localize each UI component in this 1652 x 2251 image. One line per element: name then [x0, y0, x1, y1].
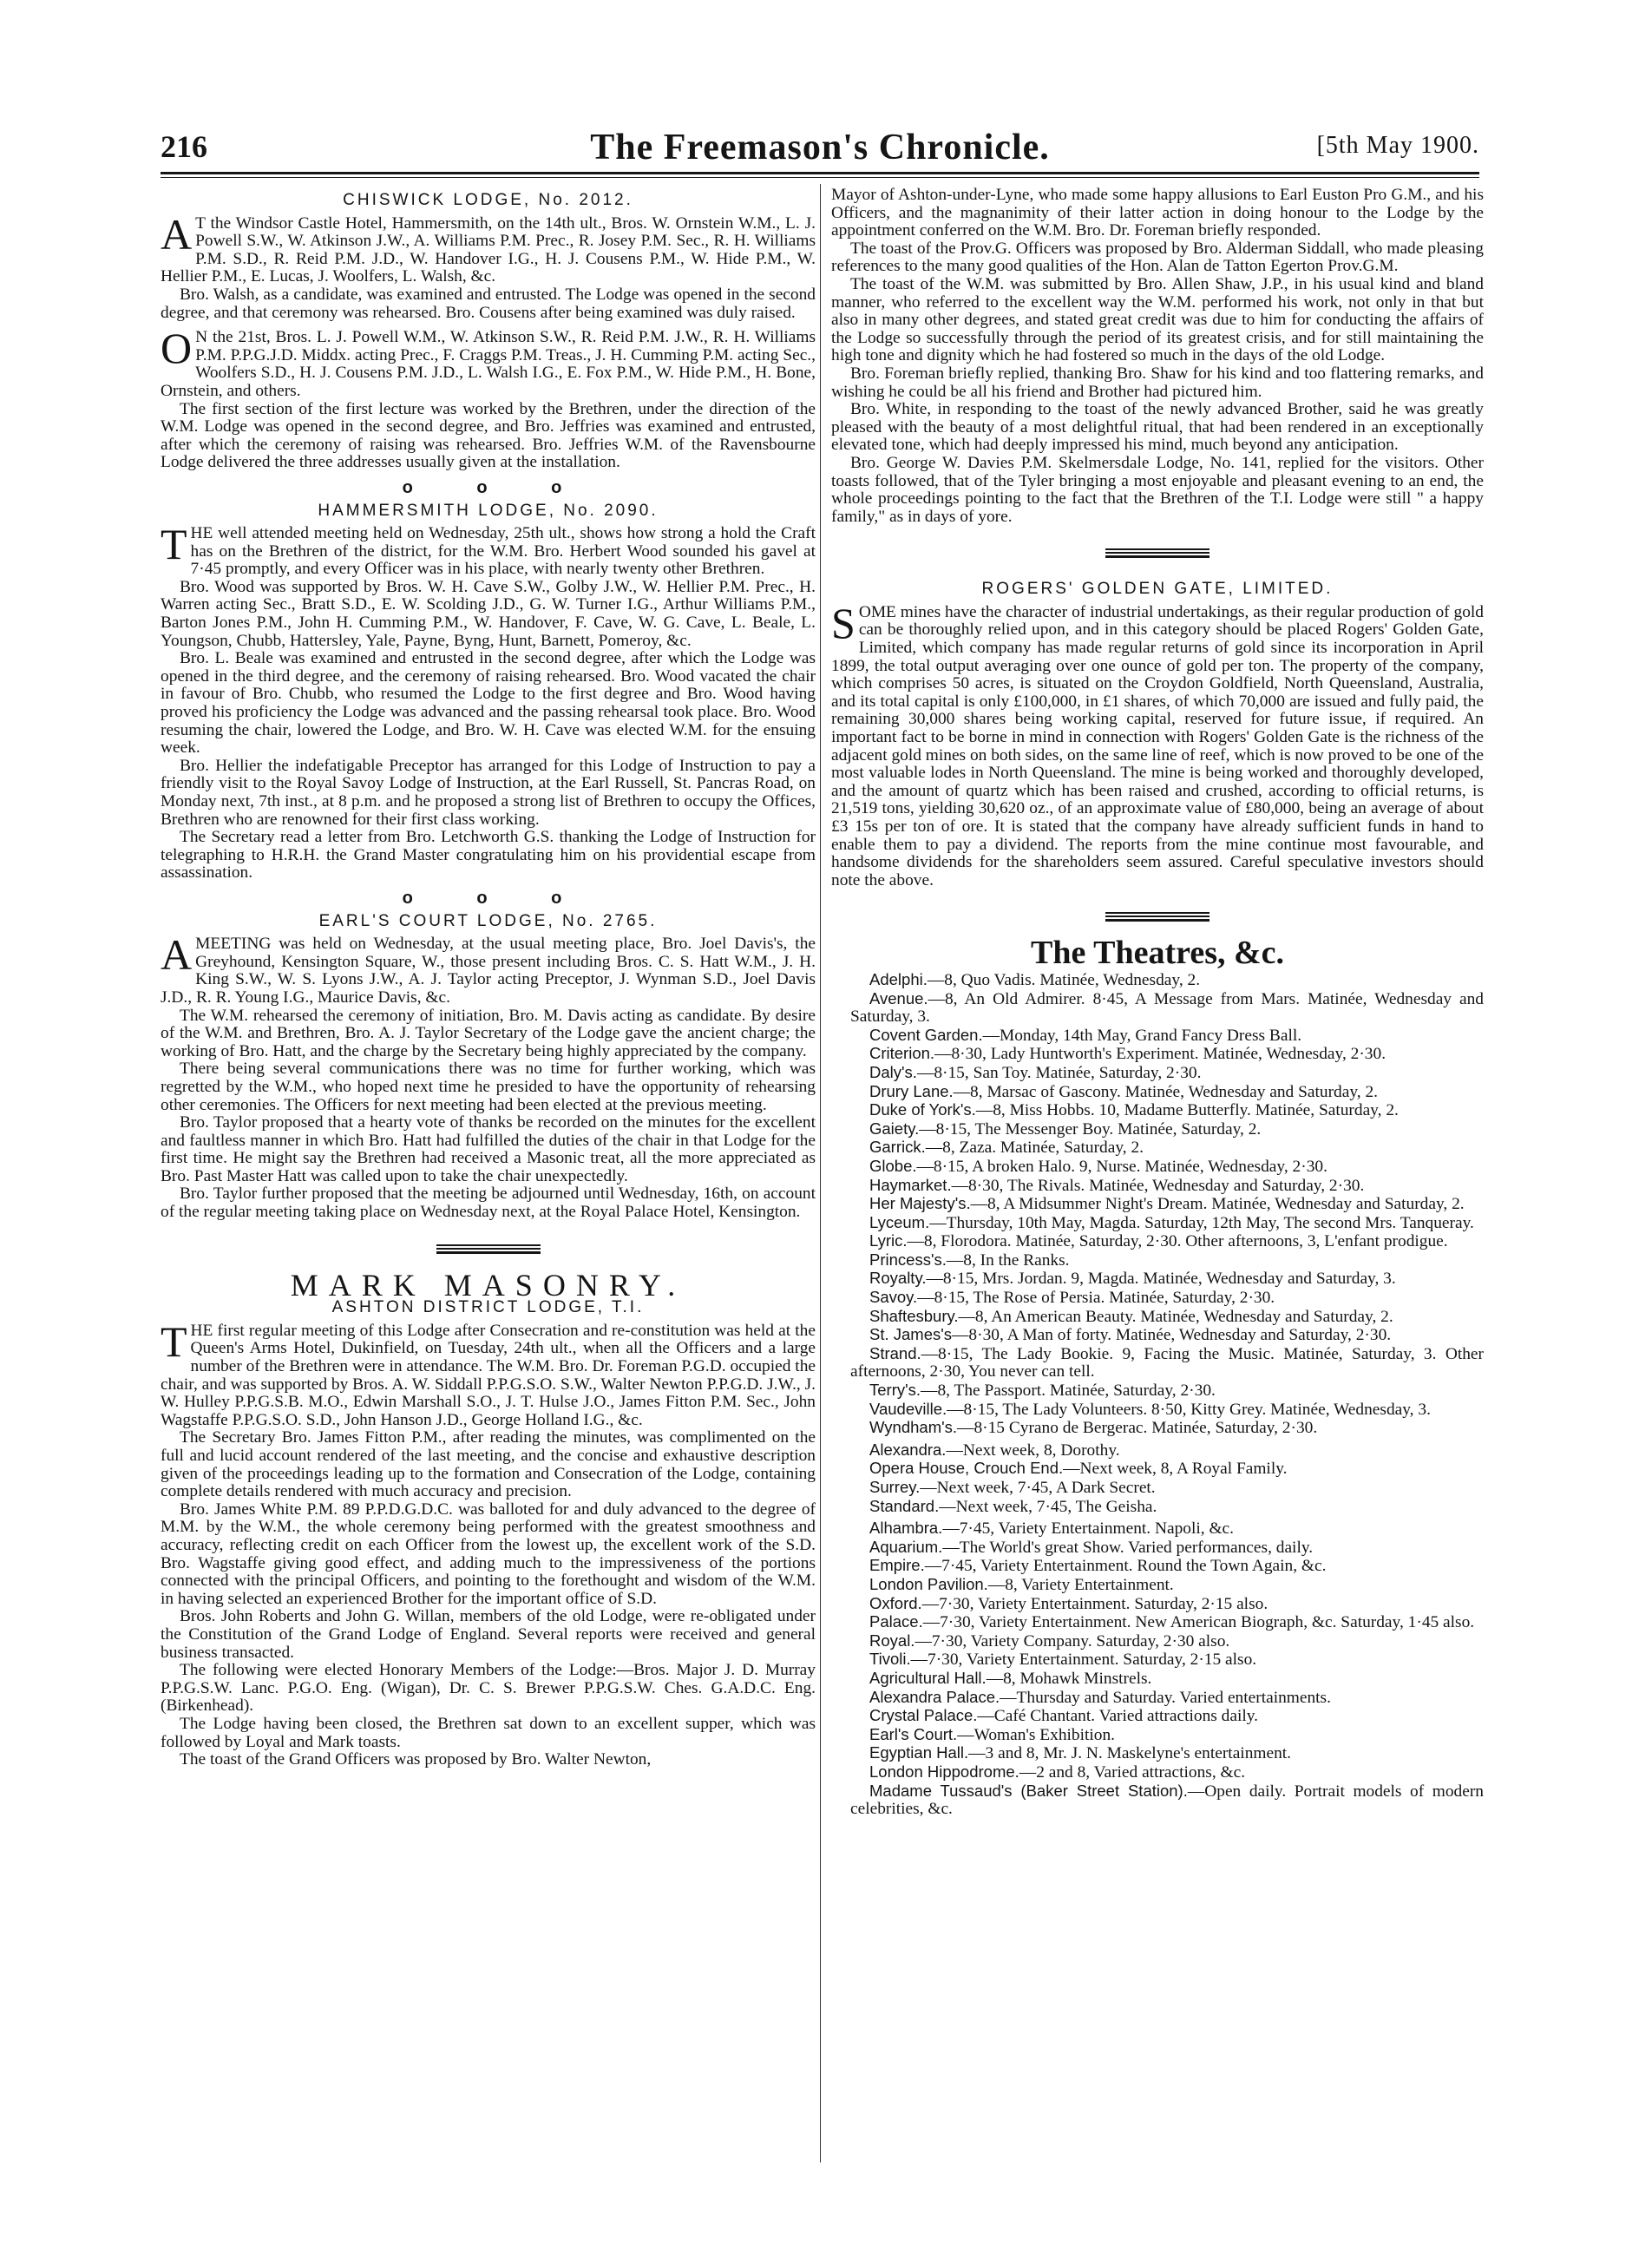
publication-title: The Freemason's Chronicle.	[590, 128, 1050, 167]
article-paragraph: O N the 21st, Bros. L. J. Powell W.M., W. Atkinson S.W., R. Reid P.M. J.W., R. H. Williams P.M. P.P.G.J.D. Middx. acting Prec., F. Craggs P.M. Treas., J. H. Cumming P.M. acting Sec., Woolfers S.D., H. J. Cousens P.M. J.D., L. Walsh I.G., E. Fox P.M., W. Hide P.M., H. Bone, Ornstein, and others.	[161, 324, 816, 400]
theatre-listings-variety	[831, 1519, 1484, 1819]
theatre-listing	[831, 1289, 1484, 1308]
theatre-name: Wyndham's.	[869, 1418, 958, 1437]
theatre-listing	[831, 1381, 1484, 1401]
theatre-details: —7·30, Variety Entertainment. Saturday, 2·15 also.	[910, 1651, 1257, 1670]
theatre-details: —8, The Passport. Matinée, Saturday, 2·30.	[921, 1381, 1216, 1401]
theatre-details: —Thursday and Saturday. Varied entertainments.	[1000, 1688, 1331, 1707]
theatre-listing	[831, 1139, 1484, 1158]
left-column	[161, 187, 816, 1769]
theatre-name: Palace.	[869, 1612, 923, 1631]
theatre-listing	[831, 1557, 1484, 1576]
theatre-name: Earl's Court.	[869, 1724, 958, 1743]
theatre-details: —7·30, Variety Company. Saturday, 2·30 also.	[914, 1631, 1230, 1651]
article-paragraph: Bro. Taylor further proposed that the meeting be adjourned until Wednesday, 16th, on account of the regular meeting taking place on Wednesday next, at the Royal Palace Hotel, Kensington.	[161, 1185, 816, 1222]
theatre-listing	[831, 1460, 1484, 1479]
drop-cap: O	[161, 324, 193, 373]
theatre-listing	[831, 1214, 1484, 1233]
drop-cap: T	[161, 520, 187, 569]
article-paragraph: Bro. James White P.M. 89 P.P.D.G.D.C. was balloted for and duly advanced to the degree of M.M. by the W.M., the whole ceremony being performed with the greatest smoothness and accuracy, reflecting credit on each Officer from the lowest up, the excellent work of the S.D. Bro. Wagstaffe giving good effect, and adding much to the impressiveness of the portions connected with the principal Officers, and pointing to the forethought and wisdom of the W.M. in having selected an experienced Brother for the important office of S.D.	[161, 1500, 816, 1608]
theatre-details: —Next week, 8, Dorothy.	[946, 1441, 1120, 1460]
theatre-name: Criterion.	[869, 1044, 935, 1063]
theatre-name: Duke of York's.	[869, 1100, 976, 1119]
theatre-name: Royal.	[869, 1631, 915, 1650]
theatre-name: Covent Garden.	[869, 1025, 983, 1044]
theatre-details: —7·45, Variety Entertainment. Round the Town Again, &c.	[924, 1557, 1327, 1576]
theatre-listing	[831, 1195, 1484, 1214]
theatre-listing	[831, 1744, 1484, 1763]
theatre-name: Madame Tussaud's (Baker Street Station).	[869, 1781, 1188, 1800]
theatre-listing	[831, 1401, 1484, 1420]
theatre-details: —8, Miss Hobbs. 10, Madame Butterfly. Matinée, Saturday, 2.	[975, 1101, 1399, 1120]
theatre-details: —8, Quo Vadis. Matinée, Wednesday, 2.	[927, 970, 1201, 989]
article-paragraph: Bro. Walsh, as a candidate, was examined and entrusted. The Lodge was opened in the second degree, and that ceremony was rehearsed. Bro. Cousens after being examined was duly raised.	[161, 285, 816, 322]
theatre-name: Terry's.	[869, 1381, 921, 1400]
masthead	[161, 128, 1479, 168]
theatre-name: Savoy.	[869, 1288, 918, 1307]
theatre-details: —8·30, A Man of forty. Matinée, Wednesday and Saturday, 2·30.	[952, 1326, 1392, 1345]
theatre-details: —8, A Midsummer Night's Dream. Matinée, Wednesday and Saturday, 2.	[970, 1195, 1465, 1214]
theatre-details: —8·15, The Rose of Persia. Matinée, Saturday, 2·30.	[917, 1289, 1275, 1308]
theatre-details: —Thursday, 10th May, Magda. Saturday, 12th May, The second Mrs. Tanqueray.	[929, 1213, 1474, 1232]
theatre-details: —Woman's Exhibition.	[957, 1725, 1116, 1744]
article-paragraph: The toast of the Grand Officers was proposed by Bro. Walter Newton,	[180, 1750, 652, 1769]
theatre-details: —8·15, The Lady Bookie. 9, Facing the Music. Matinée, Saturday, 3. Other afternoons, 2·30, You never can tell.	[850, 1344, 1484, 1381]
theatre-details: —Next week, 7·45, A Dark Secret.	[920, 1479, 1156, 1497]
theatre-details: —8, Mohawk Minstrels.	[986, 1669, 1152, 1688]
theatre-name: London Hippodrome.	[869, 1762, 1019, 1781]
theatre-name: Garrick.	[869, 1138, 926, 1157]
theatre-listing	[831, 1083, 1484, 1102]
theatre-details: —8, An Old Admirer. 8·45, A Message from Mars. Matinée, Wednesday and Saturday, 3.	[850, 989, 1484, 1027]
theatre-details: —8·15, The Lady Volunteers. 8·50, Kitty Grey. Matinée, Wednesday, 3.	[947, 1400, 1431, 1419]
theatre-listing	[831, 990, 1484, 1027]
theatre-listing	[831, 1479, 1484, 1498]
theatre-details: —2 and 8, Varied attractions, &c.	[1019, 1762, 1246, 1782]
theatre-name: Shaftesbury.	[869, 1306, 959, 1325]
section-divider	[1105, 548, 1210, 558]
theatre-name: Lyceum.	[869, 1212, 930, 1231]
theatre-details: —7·45, Variety Entertainment. Napoli, &c.	[942, 1519, 1234, 1539]
theatre-details: —7·30, Variety Entertainment. New American Biograph, &c. Saturday, 1·45 also.	[922, 1613, 1475, 1632]
article-paragraph: A T the Windsor Castle Hotel, Hammersmith, on the 14th ult., Bros. W. Ornstein W.M., L. J. Powell S.W., W. Atkinson J.W., A. Williams P.M. Prec., R. Josey P.M. Sec., R. H. Williams P.M. S.D., R. Reid P.M. J.D., W. Handover I.G., H. J. Cousens P.M., W. Hide P.M., W. Hellier P.M., E. Lucas, J. Woolfers, L. Walsh, &c.	[161, 209, 816, 286]
column-divider	[820, 184, 821, 2162]
theatre-name: Alhambra.	[869, 1519, 943, 1538]
theatre-name: Surrey.	[869, 1478, 921, 1496]
theatre-listing	[831, 1726, 1484, 1745]
theatre-name: Oxford.	[869, 1593, 922, 1612]
theatre-listing	[831, 1689, 1484, 1708]
ashton-lodge-heading: ASHTON DISTRICT LODGE, T.I.	[331, 1298, 645, 1317]
theatre-listing	[831, 1027, 1484, 1046]
theatre-listing	[831, 1045, 1484, 1064]
article-paragraph: The Secretary read a letter from Bro. Letchworth G.S. thanking the Lodge of Instruction for telegraphing to H.R.H. the Grand Master congratulating him on his providential escape from assassination.	[161, 828, 816, 883]
page-number: 216	[161, 129, 207, 164]
theatre-name: Adelphi.	[869, 969, 928, 988]
chiswick-lodge-heading: CHISWICK LODGE, No. 2012.	[343, 191, 633, 209]
theatre-listing	[831, 1308, 1484, 1327]
theatre-name: Strand.	[869, 1343, 921, 1362]
article-paragraph: Bro. George W. Davies P.M. Skelmersdale Lodge, No. 141, replied for the visitors. Other toasts followed, that of the Tyler bringing a most enjoyable and pleasant evening to an end, the whole proceedings pointing to the fact that the Brethren of the T.I. Lodge were still " a happy family," as in days of yore.	[831, 453, 1484, 526]
article-paragraph: The first section of the first lecture was worked by the Brethren, under the direction of the W.M. Lodge was opened in the second degree, and Bro. Jeffries was examined and entrusted, after which the ceremony of raising was rehearsed. Bro. Jeffries W.M. of the Ravensbourne Lodge delivered the three addresses usually given at the installation.	[161, 399, 816, 472]
theatre-details: —8·15 Cyrano de Bergerac. Matinée, Saturday, 2·30.	[957, 1419, 1318, 1438]
theatre-name: Royalty.	[869, 1269, 927, 1288]
article-paragraph: The following were elected Honorary Members of the Lodge:—Bros. Major J. D. Murray P.P.G.S.W. Lanc. P.G.O. Eng. (Wigan), Dr. C. S. Brewer P.P.G.S.W. Ches. G.A.D.C. Eng. (Birkenhead).	[161, 1661, 816, 1716]
theatre-name: St. James's	[869, 1325, 953, 1344]
theatre-listing	[831, 1670, 1484, 1689]
section-separator: o o o	[402, 477, 592, 497]
article-paragraph: Bro. Hellier the indefatigable Preceptor has arranged for this Lodge of Instruction to pay a friendly visit to the Royal Savoy Lodge of Instruction, at the Earl Russell, St. Pancras Road, on Monday next, 7th inst., at 8 p.m. and he proposed a strong list of Brethren to occupy the Offices, Brethren who are renowned for their first class working.	[161, 756, 816, 829]
theatre-listing	[831, 1232, 1484, 1251]
masthead-rule	[161, 172, 1479, 174]
theatre-details: —8·15, San Toy. Matinée, Saturday, 2·30.	[916, 1063, 1202, 1082]
theatre-name: Alexandra Palace.	[869, 1687, 1000, 1706]
theatre-listing	[831, 1326, 1484, 1345]
theatre-listing	[831, 1539, 1484, 1558]
drop-cap: A	[161, 930, 193, 980]
theatre-listing	[831, 1270, 1484, 1289]
theatre-name: Haymarket.	[869, 1175, 952, 1194]
article-paragraph: THE well attended meeting held on Wednesday, 25th ult., shows how strong a hold the Craft has on the Brethren of the district, for the W.M. Bro. Herbert Wood sounded his gavel at 7·45 promptly, and every Officer was in his place, with nearly twenty other Brethren.	[161, 520, 816, 579]
theatre-name: Avenue.	[869, 988, 928, 1007]
section-separator: o o o	[402, 888, 592, 908]
article-paragraph: THE first regular meeting of this Lodge after Consecration and re-constitution was held at the Queen's Arms Hotel, Dukinfield, on Tuesday, 24th ult., when all the Officers and a large number of the Brethren were in attendance. The W.M. Bro. Dr. Foreman P.G.D. occupied the chair, and was supported by Bros. A. W. Siddall P.P.G.S.O. S.W., Walter Newton P.P.G.D. J.W., J. W. Hulley P.P.G.S.B. M.O., Edwin Marshall S.O., J. T. Hulse J.O., James Fitton P.M. Sec., John Wagstaffe P.P.G.S.O. S.D., John Hanson J.D., George Holland I.G., &c.	[161, 1316, 816, 1429]
theatre-listing	[831, 1064, 1484, 1083]
theatre-details: —8, An American Beauty. Matinée, Wednesday and Saturday, 2.	[958, 1307, 1393, 1326]
theatre-details: —8, Variety Entertainment.	[987, 1575, 1174, 1594]
theatre-details: —8·15, Mrs. Jordan. 9, Magda. Matinée, Wednesday and Saturday, 3.	[926, 1270, 1396, 1289]
theatre-name: Princess's.	[869, 1250, 947, 1269]
theatre-name: Tivoli.	[869, 1650, 911, 1669]
article-paragraph: Bro. Taylor proposed that a hearty vote of thanks be recorded on the minutes for the excellent and faultless manner in which Bro. Hatt had fulfilled the duties of the chair in that Lodge for the first time. He might say the Brethren had received a Masonic treat, all the more appreciated as Bro. Past Master Hatt was called upon to take the chair unexpectedly.	[161, 1113, 816, 1185]
rogers-golden-gate-heading: ROGERS' GOLDEN GATE, LIMITED.	[981, 580, 1334, 599]
article-paragraph: The toast of the W.M. was submitted by Bro. Allen Shaw, J.P., in his usual kind and bland manner, who referred to the excellent way the W.M. performed his work, not only in that but also in many other degrees, and stated great credit was due to him for conducting the affairs of the Lodge so successfully through the period of its greatest crisis, and for still maintaining the high tone and dignity which he had fostered so much in the days of the old Lodge.	[831, 274, 1484, 365]
theatre-details: —Next week, 8, A Royal Family.	[1063, 1460, 1288, 1479]
theatre-name: London Pavilion.	[869, 1574, 988, 1593]
theatre-details: —8, Florodora. Matinée, Saturday, 2·30. Other afternoons, 3, L'enfant prodigue.	[907, 1232, 1448, 1251]
theatre-name: Crystal Palace.	[869, 1706, 978, 1725]
theatre-listing	[831, 1632, 1484, 1651]
theatre-name: Opera House, Crouch End.	[869, 1459, 1064, 1478]
theatre-details: —8, In the Ranks.	[946, 1250, 1070, 1270]
theatre-name: Agricultural Hall.	[869, 1668, 987, 1687]
theatre-details: —8·30, The Rivals. Matinée, Wednesday and Saturday, 2·30.	[951, 1176, 1365, 1195]
theatre-listing	[831, 1519, 1484, 1539]
theatre-name: Gaiety.	[869, 1119, 920, 1138]
theatre-listing	[831, 1177, 1484, 1196]
theatre-name: Vaudeville.	[869, 1399, 947, 1418]
theatre-listing	[831, 1251, 1484, 1270]
theatre-listings-suburban	[831, 1441, 1484, 1516]
earls-court-lodge-heading: EARL'S COURT LODGE, No. 2765.	[318, 911, 658, 930]
theatre-listing	[831, 1120, 1484, 1139]
theatres-heading: The Theatres, &c.	[1030, 935, 1284, 972]
theatre-details: —Monday, 14th May, Grand Fancy Dress Ball.	[982, 1026, 1302, 1045]
theatre-details: —8, Zaza. Matinée, Saturday, 2.	[925, 1139, 1144, 1158]
theatre-listing	[831, 1498, 1484, 1517]
theatre-listing	[831, 1576, 1484, 1595]
theatre-name: Globe.	[869, 1156, 917, 1175]
article-paragraph: Mayor of Ashton-under-Lyne, who made some happy allusions to Earl Euston Pro G.M., and his Officers, and the magnanimity of their latter action in doing honour to the Lodge by the appointment conferred on the W.M. Bro. Dr. Foreman briefly responded.	[831, 186, 1484, 240]
article-paragraph: AMEETING was held on Wednesday, at the usual meeting place, Bro. Joel Davis's, the Greyhound, Kensington Square, W., those present including Bros. C. S. Hatt W.M., J. H. King S.W., W. S. Lyons J.W., A. J. Taylor acting Preceptor, J. Wynman S.D., Joel Davis J.D., R. R. Young I.G., Maurice Davis, &c.	[161, 930, 816, 1007]
theatre-name: Aquarium.	[869, 1537, 943, 1556]
article-paragraph: SOME mines have the character of industrial undertakings, as their regular production of gold can be thoroughly relied upon, and in this category should be placed Rogers' Golden Gate, Limited, which company has made regular returns of gold since its incorporation in April 1899, the total output averaging over one ounce of gold per ton. The property of the company, which comprises 50 acres, is situated on the Croydon Goldfield, North Queensland, Australia, and its total capital is only £100,000, in £1 shares, of which 70,000 are issued and fully paid, the remaining 30,000 shares being working capital, reserved for future issue, if required. An important fact to be borne in mind in connection with Rogers' Golden Gate is the richness of the adjacent gold mines on both sides, on the same line of reef, which is now proved to be one of the most valuable lodes in North Queensland. The mine is being worked and thoroughly developed, and the amount of quartz which has been raised and crushed, according to official returns, is 21,519 tons, yielding 30,620 oz., of an approximate value of £80,000, being an average of about £3 15s per ton of ore. It is stated that the company have already sufficient funds in hand to enable them to pay a dividend. The reports from the mine continue most favourable, and handsome dividends for the shareholders seem assured. Careful speculative investors should note the above.	[831, 598, 1484, 889]
theatre-details: —7·30, Variety Entertainment. Saturday, 2·15 also.	[921, 1594, 1268, 1613]
theatre-listings-main	[831, 971, 1484, 1438]
theatre-name: Daly's.	[869, 1062, 917, 1081]
theatre-name: Drury Lane.	[869, 1081, 954, 1100]
section-divider	[1105, 912, 1210, 922]
drop-cap: T	[161, 1316, 187, 1366]
section-divider	[436, 1244, 541, 1254]
theatre-name: Empire.	[869, 1556, 925, 1575]
theatre-listing	[831, 1613, 1484, 1632]
theatre-name: Alexandra.	[869, 1440, 947, 1459]
article-paragraph: Bro. White, in responding to the toast of the newly advanced Brother, said he was greatly pleased with the beauty of a most delightful ritual, that had been rendered in an exceptionally elevated tone, which had deeply impressed his mind, much beyond any anticipation.	[831, 400, 1484, 455]
article-paragraph: The Lodge having been closed, the Brethren sat down to an excellent supper, which was followed by Loyal and Mark toasts.	[161, 1714, 816, 1751]
article-paragraph: The toast of the Prov.G. Officers was proposed by Bro. Alderman Siddall, who made pleasing references to the many good qualities of the Hon. Alan de Tatton Egerton Prov.G.M.	[831, 239, 1484, 276]
theatre-listing	[831, 1158, 1484, 1177]
issue-date: [5th May 1900.	[1316, 132, 1479, 159]
theatre-listing	[831, 1782, 1484, 1819]
theatre-listing	[831, 1441, 1484, 1460]
theatre-listing	[831, 1419, 1484, 1438]
theatre-details: —Open daily. Portrait models of modern celebrities, &c.	[850, 1782, 1484, 1819]
theatre-details: —Next week, 7·45, The Geisha.	[939, 1497, 1157, 1516]
article-paragraph: Bro. L. Beale was examined and entrusted in the second degree, after which the Lodge was opened in the third degree, and the ceremony of raising rehearsed. Bro. Wood vacated the chair in favour of Bro. Chubb, who resumed the Lodge to the first degree and Bro. Wood having proved his proficiency the Lodge was advanced and the passing rehearsal took place. Bro. Wood resuming the chair, lowered the Lodge, and Bro. W. H. Cave was elected W.M. for the ensuing week.	[161, 649, 816, 758]
theatre-listing	[831, 1707, 1484, 1726]
article-paragraph: Bros. John Roberts and John G. Willan, members of the old Lodge, were re-obligated under the Constitution of the Grand Lodge of England. Several reports were received and general business transacted.	[161, 1607, 816, 1662]
theatre-listing	[831, 1101, 1484, 1120]
theatre-details: —The World's great Show. Varied performances, daily.	[942, 1538, 1314, 1557]
right-column	[831, 187, 1484, 1819]
theatre-name: Egyptian Hall.	[869, 1743, 969, 1762]
article-paragraph: The Secretary Bro. James Fitton P.M., after reading the minutes, was complimented on the full and lucid account rendered of the last meeting, and the concise and exhaustive description given of the proceedings leading up to the formation and Consecration of the Lodge, containing complete details rendered with much accuracy and precision.	[161, 1428, 816, 1501]
theatre-listing	[831, 1763, 1484, 1782]
hammersmith-lodge-heading: HAMMERSMITH LODGE, No. 2090.	[318, 501, 659, 520]
theatre-listing	[831, 1345, 1484, 1381]
drop-cap: S	[831, 598, 856, 647]
theatre-details: —8·15, A broken Halo. 9, Nurse. Matinée, Wednesday, 2·30.	[916, 1157, 1328, 1176]
article-paragraph: Bro. Wood was supported by Bros. W. H. Cave S.W., Golby J.W., W. Hellier P.M. Prec., H. Warren acting Sec., Bratt S.D., E. W. Scolding J.D., G. W. Turner I.G., Arthur Williams P.M., Barton Jones P.M., John H. Cumming P.M., W. Handover, F. Cave, W. G. Cave, L. Beale, L. Youngson, Chubb, Hattersley, Yale, Payne, Byng, Hunt, Barnett, Pomeroy, &c.	[161, 577, 816, 650]
theatre-name: Lyric.	[869, 1231, 908, 1250]
theatre-details: —Café Chantant. Varied attractions daily.	[977, 1707, 1259, 1726]
drop-cap: A	[161, 209, 193, 259]
theatre-details: —3 and 8, Mr. J. N. Maskelyne's entertainment.	[968, 1744, 1292, 1763]
theatre-listing	[831, 1651, 1484, 1670]
theatre-name: Her Majesty's.	[869, 1194, 971, 1213]
theatre-listing	[831, 971, 1484, 990]
article-paragraph: There being several communications there was no time for further working, which was regretted by the W.M., who hoped next time he presided to have the opportunity of rehearsing other ceremonies. The Officers for next meeting had been elected at the previous meeting.	[161, 1060, 816, 1114]
theatre-details: —8·15, The Messenger Boy. Matinée, Saturday, 2.	[919, 1119, 1262, 1139]
theatre-details: —8, Marsac of Gascony. Matinée, Wednesday and Saturday, 2.	[953, 1082, 1379, 1101]
article-paragraph: The W.M. rehearsed the ceremony of initiation, Bro. M. Davis acting as candidate. By desire of the W.M. and Brethren, Bro. A. J. Taylor Secretary of the Lodge gave the ancient charge; the working of Bro. Hatt, and the charge by the Secretary being highly appreciated by the company.	[161, 1006, 816, 1060]
article-paragraph: Bro. Foreman briefly replied, thanking Bro. Shaw for his kind and too flattering remarks, and wishing he could be all his friend and Brother had pictured him.	[831, 364, 1484, 401]
theatre-details: —8·30, Lady Huntworth's Experiment. Matinée, Wednesday, 2·30.	[934, 1045, 1386, 1064]
theatre-name: Standard.	[869, 1496, 940, 1515]
theatre-listing	[831, 1595, 1484, 1614]
masthead-rule-thin	[161, 177, 1479, 178]
mark-masonry-title: MARK MASONRY.	[290, 1267, 686, 1303]
